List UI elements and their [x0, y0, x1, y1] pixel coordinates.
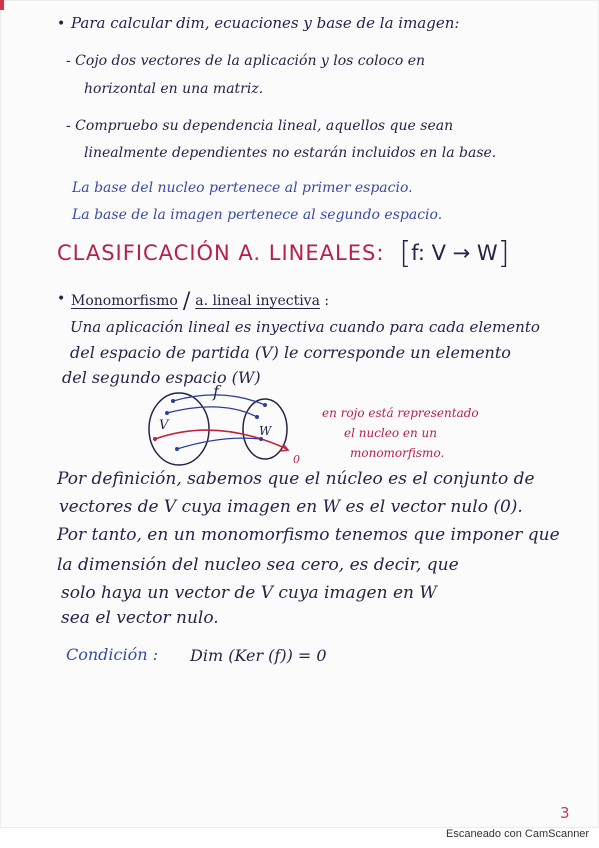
explanation-line3: Por tanto, en un monomorfismo tenemos que imponer que: [57, 525, 560, 545]
image-base-note: La base de la imagen pertenece al segundo espacio.: [72, 207, 443, 223]
map-label-f: f: [213, 383, 219, 401]
blue-mapping-arrow: [173, 395, 265, 405]
kernel-point: [153, 437, 157, 441]
left-bracket: [: [399, 236, 412, 271]
scanner-watermark: Escaneado con CamScanner: [446, 828, 590, 840]
image-point: [263, 403, 267, 407]
explanation-line1: Por definición, sabemos que el núcleo es el conjunto de: [57, 469, 535, 489]
monomorphism-label: Monomorfismo: [71, 293, 178, 309]
mapping-formula-box: [399, 236, 510, 271]
item1-line2: horizontal en una matriz.: [84, 81, 264, 97]
zero-vector-label: 0: [293, 453, 300, 466]
condition-formula: Dim (Ker (f)) = 0: [190, 646, 327, 665]
slash-separator: /: [182, 289, 191, 314]
explanation-line6: sea el vector nulo.: [61, 608, 219, 628]
kernel-base-note: La base del nucleo pertenece al primer espacio.: [72, 180, 413, 196]
definition-line3: del segundo espacio (W): [62, 368, 261, 387]
bullet-dot: •: [57, 16, 66, 32]
mapping-formula: f: V → W: [411, 241, 498, 265]
set-label-w: W: [259, 424, 272, 438]
diagram-note-line3: monomorfismo.: [350, 446, 445, 460]
image-point: [255, 415, 259, 419]
definition-line2: del espacio de partida (V) le corresponde un elemento: [70, 343, 511, 362]
classification-title: CLASIFICACIÓN A. LINEALES:: [57, 241, 385, 265]
domain-set-v: [149, 393, 209, 465]
item2-line1: - Compruebo su dependencia lineal, aquellos que sean: [66, 118, 454, 134]
monomorphism-subheading: [71, 289, 329, 314]
explanation-line2: vectores de V cuya imagen en W es el vector nulo (0).: [59, 497, 523, 517]
right-bracket: ]: [497, 236, 510, 271]
item1-line1: - Cojo dos vectores de la aplicación y los coloco en: [66, 53, 426, 69]
subheading-colon: :: [324, 293, 330, 309]
set-label-v: V: [159, 418, 169, 433]
explanation-line4: la dimensión del nucleo sea cero, es decir, que: [57, 555, 459, 575]
explanation-line5: solo haya un vector de V cuya imagen en W: [61, 583, 437, 603]
vector-point: [165, 411, 169, 415]
diagram-note-line1: en rojo está representado: [322, 406, 479, 420]
bullet-dot: •: [57, 291, 66, 307]
section1-heading: Para calcular dim, ecuaciones y base de la imagen:: [71, 14, 460, 32]
page-number: 3: [560, 804, 570, 822]
blue-mapping-arrow: [167, 407, 257, 417]
classification-heading: [57, 236, 509, 271]
diagram-note-line2: el nucleo en un: [344, 426, 438, 440]
vector-point: [171, 399, 175, 403]
definition-line1: Una aplicación lineal es inyectiva cuando para cada elemento: [70, 318, 540, 336]
condition-label: Condición :: [66, 645, 159, 664]
monomorphism-diagram: [137, 383, 317, 473]
red-edge-mark: [0, 0, 4, 10]
vector-point: [175, 447, 179, 451]
item2-line2: linealmente dependientes no estarán incluidos en la base.: [84, 145, 497, 161]
injective-label: a. lineal inyectiva: [195, 293, 320, 309]
